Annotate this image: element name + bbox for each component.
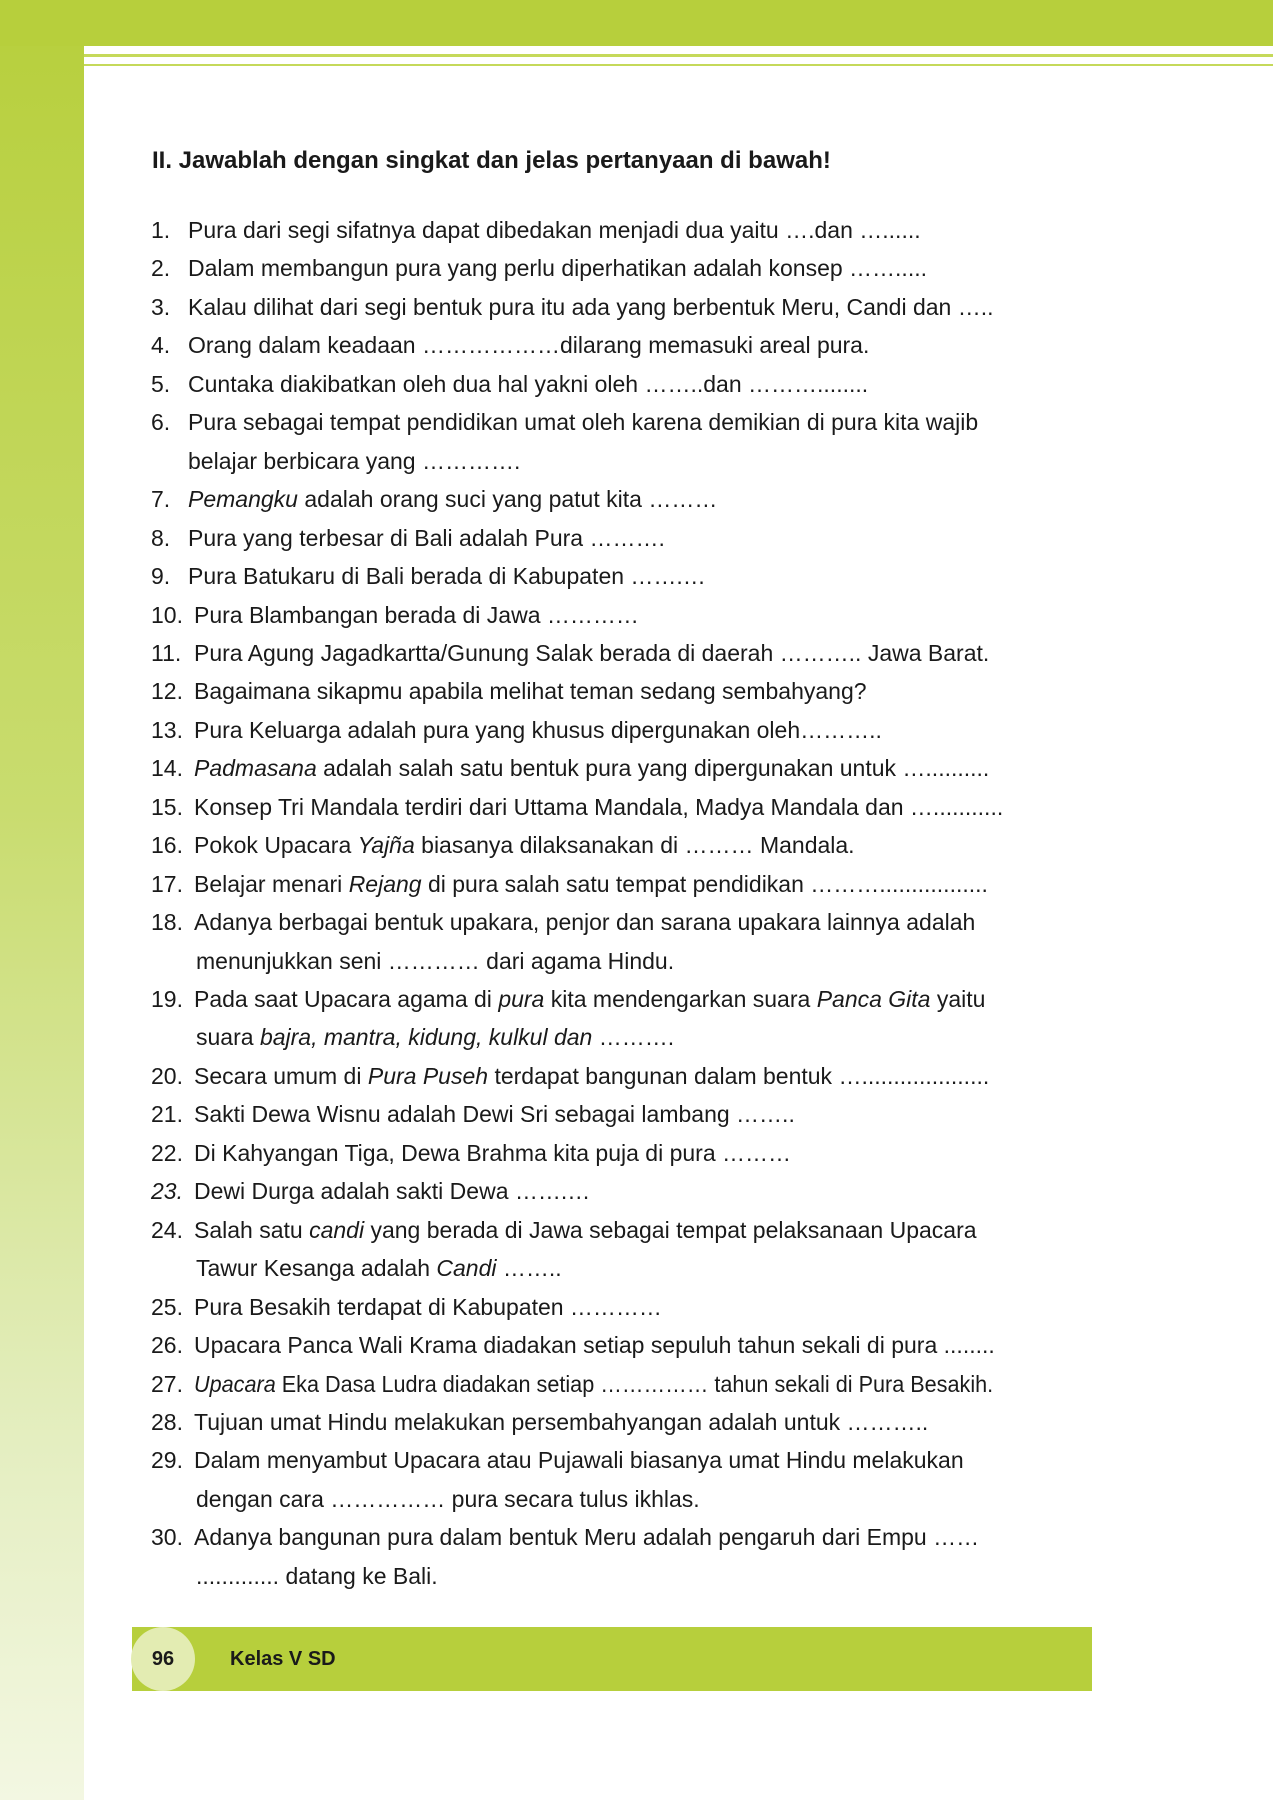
- text-segment: Salah satu: [194, 1216, 310, 1243]
- question-text: [188, 446, 520, 476]
- text-segment: Pura Keluarga adalah pura yang khusus dipergunakan oleh………..: [194, 716, 882, 743]
- question-number: 17.: [151, 870, 183, 897]
- italic-term: Padmasana: [194, 755, 317, 782]
- text-segment: Bagaimana sikapmu apabila melihat teman sedang sembahyang?: [194, 678, 867, 705]
- section-heading: II. Jawablah dengan singkat dan jelas pertanyaan di bawah!: [152, 147, 831, 174]
- question-text: [196, 1561, 438, 1591]
- text-segment: yang berada di Jawa sebagai tempat pelaksanaan Upacara: [364, 1216, 977, 1243]
- question-number: 27.: [151, 1370, 183, 1397]
- text-segment: Pada saat Upacara agama di: [194, 986, 499, 1012]
- question-number: 5.: [151, 370, 171, 397]
- text-segment: dengan cara …………… pura secara tulus ikhlas.: [196, 1485, 700, 1512]
- question-number: 29.: [151, 1447, 183, 1474]
- text-segment: Secara umum di: [194, 1062, 368, 1089]
- question-number: 18.: [151, 909, 183, 936]
- question-text: [194, 1292, 662, 1322]
- question-text: [194, 715, 882, 745]
- italic-term: candi: [309, 1216, 365, 1243]
- question-text: [194, 1522, 979, 1552]
- question-text: [196, 946, 674, 976]
- text-segment: Cuntaka diakibatkan oleh dua hal yakni oleh ……..dan ………........: [188, 370, 869, 397]
- question-number: 12.: [151, 678, 183, 705]
- question-number: 2.: [151, 255, 171, 282]
- text-segment: Dalam membangun pura yang perlu diperhatikan adalah konsep …….....: [188, 255, 927, 282]
- text-segment: di pura salah satu tempat pendidikan ……….................: [421, 870, 988, 897]
- text-segment: Tujuan umat Hindu melakukan persembahyangan adalah untuk ………..: [194, 1408, 929, 1435]
- italic-term: Rejang: [348, 870, 422, 897]
- text-segment: Belajar menari: [194, 870, 349, 897]
- text-segment: kita mendengarkan suara: [544, 986, 817, 1012]
- text-segment: adalah orang suci yang patut kita ………: [297, 486, 718, 513]
- question-text: [188, 407, 978, 437]
- question-text: [194, 1330, 995, 1360]
- question-text: [188, 561, 706, 591]
- text-segment: ……..: [496, 1255, 562, 1282]
- question-text: [194, 1099, 795, 1129]
- question-number: 11.: [151, 639, 182, 666]
- question-text: [194, 984, 985, 1014]
- question-text: [188, 253, 927, 283]
- question-text: [188, 484, 717, 514]
- text-segment: Eka Dasa Ludra diadakan setiap …………… tahun sekali di Pura Besakih.: [275, 1370, 994, 1397]
- question-text: [194, 1138, 791, 1168]
- text-segment: Pura Agung Jagadkartta/Gunung Salak berada di daerah ……….. Jawa Barat.: [194, 639, 990, 666]
- question-number: 1.: [151, 217, 171, 243]
- question-text: [194, 1215, 977, 1245]
- question-text: [194, 792, 1003, 822]
- question-text: [188, 369, 868, 399]
- text-segment: Pura yang terbesar di Bali adalah Pura ……….: [188, 524, 665, 551]
- text-segment: yaitu: [930, 986, 986, 1012]
- question-text: [194, 1407, 928, 1437]
- question-text: [194, 600, 639, 630]
- question-text: [188, 523, 665, 553]
- question-number: 21.: [151, 1101, 183, 1128]
- text-segment: biasanya dilaksanakan di ……… Mandala.: [414, 832, 855, 859]
- text-segment: Upacara Panca Wali Krama diadakan setiap sepuluh tahun sekali di pura ........: [194, 1332, 995, 1359]
- question-number: 16.: [151, 832, 183, 859]
- text-segment: Konsep Tri Mandala terdiri dari Uttama Mandala, Madya Mandala dan …...........: [194, 793, 1004, 820]
- question-text: [188, 215, 921, 245]
- italic-term: Pemangku: [188, 486, 298, 513]
- question-number: 6.: [151, 409, 171, 436]
- text-segment: Kalau dilihat dari segi bentuk pura itu ada yang berbentuk Meru, Candi dan …..: [188, 293, 994, 320]
- question-text: [194, 676, 867, 706]
- text-segment: Adanya berbagai bentuk upakara, penjor dan sarana upakara lainnya adalah: [194, 909, 976, 936]
- question-text: [194, 1369, 993, 1399]
- text-segment: Dalam menyambut Upacara atau Pujawali biasanya umat Hindu melakukan: [194, 1447, 964, 1474]
- question-number: 8.: [151, 524, 171, 551]
- page-number: 96: [131, 1627, 195, 1691]
- question-number: 9.: [151, 563, 171, 590]
- question-text: [194, 830, 855, 860]
- text-segment: suara: [196, 1024, 260, 1051]
- question-text: [188, 330, 869, 360]
- question-number: 10.: [151, 601, 183, 628]
- question-number: 7.: [151, 486, 171, 513]
- question-number: 24.: [151, 1216, 183, 1243]
- question-text: [194, 907, 975, 937]
- text-segment: Tawur Kesanga adalah: [196, 1255, 437, 1282]
- italic-term: Candi: [436, 1255, 497, 1282]
- footer-label: Kelas V SD: [230, 1648, 336, 1670]
- text-segment: ……….: [592, 1024, 675, 1051]
- question-number: 23.: [151, 1178, 183, 1205]
- italic-term: Panca Gita: [816, 986, 931, 1012]
- question-number: 15.: [151, 793, 183, 820]
- question-number: 19.: [151, 986, 183, 1012]
- text-segment: Pura Besakih terdapat di Kabupaten …………: [194, 1293, 662, 1320]
- question-number: 25.: [151, 1293, 183, 1320]
- question-number: 13.: [151, 716, 183, 743]
- text-segment: Pura Blambangan berada di Jawa …………: [194, 601, 639, 628]
- question-number: 26.: [151, 1332, 183, 1359]
- question-text: [194, 1176, 590, 1206]
- text-segment: ............. datang ke Bali.: [196, 1562, 438, 1589]
- question-number: 3.: [151, 293, 171, 320]
- text-segment: menunjukkan seni ………… dari agama Hindu.: [196, 947, 675, 974]
- text-segment: adalah salah satu bentuk pura yang dipergunakan untuk …..........: [316, 755, 990, 782]
- question-number: 22.: [151, 1139, 183, 1166]
- text-segment: Di Kahyangan Tiga, Dewa Brahma kita puja di pura ………: [194, 1139, 792, 1166]
- question-text: [194, 638, 989, 668]
- italic-term: Upacara: [194, 1370, 276, 1397]
- question-number: 30.: [151, 1524, 183, 1551]
- question-number: 4.: [151, 332, 171, 359]
- text-segment: Dewi Durga adalah sakti Dewa …….…: [194, 1178, 591, 1205]
- text-segment: terdapat bangunan dalam bentuk …....................: [488, 1062, 990, 1089]
- italic-term: Pura Puseh: [367, 1062, 489, 1089]
- text-segment: Pokok Upacara: [194, 832, 358, 859]
- question-text: [188, 292, 994, 322]
- question-text: [194, 1445, 964, 1475]
- question-number: 14.: [151, 755, 183, 782]
- question-number: 28.: [151, 1408, 183, 1435]
- question-text: [196, 1484, 700, 1514]
- italic-term: Yajña: [357, 832, 415, 859]
- text-segment: Pura dari segi sifatnya dapat dibedakan menjadi dua yaitu ….dan …......: [188, 217, 921, 243]
- question-text: [194, 1061, 989, 1091]
- question-text: [196, 1022, 674, 1052]
- text-segment: Orang dalam keadaan ………………dilarang memasuki areal pura.: [188, 332, 870, 359]
- italic-term: pura: [498, 986, 545, 1012]
- text-segment: belajar berbicara yang ………….: [188, 447, 521, 474]
- text-segment: Pura sebagai tempat pendidikan umat oleh karena demikian di pura kita wajib: [188, 409, 979, 436]
- italic-term: bajra, mantra, kidung, kulkul dan: [259, 1024, 593, 1051]
- question-text: [194, 869, 988, 899]
- text-segment: Adanya bangunan pura dalam bentuk Meru adalah pengaruh dari Empu ……: [194, 1524, 980, 1551]
- text-segment: Sakti Dewa Wisnu adalah Dewi Sri sebagai lambang ……..: [194, 1101, 795, 1128]
- question-number: 20.: [151, 1062, 183, 1089]
- question-text: [196, 1253, 562, 1283]
- text-segment: Pura Batukaru di Bali berada di Kabupaten …….…: [188, 563, 706, 590]
- question-text: [194, 753, 989, 783]
